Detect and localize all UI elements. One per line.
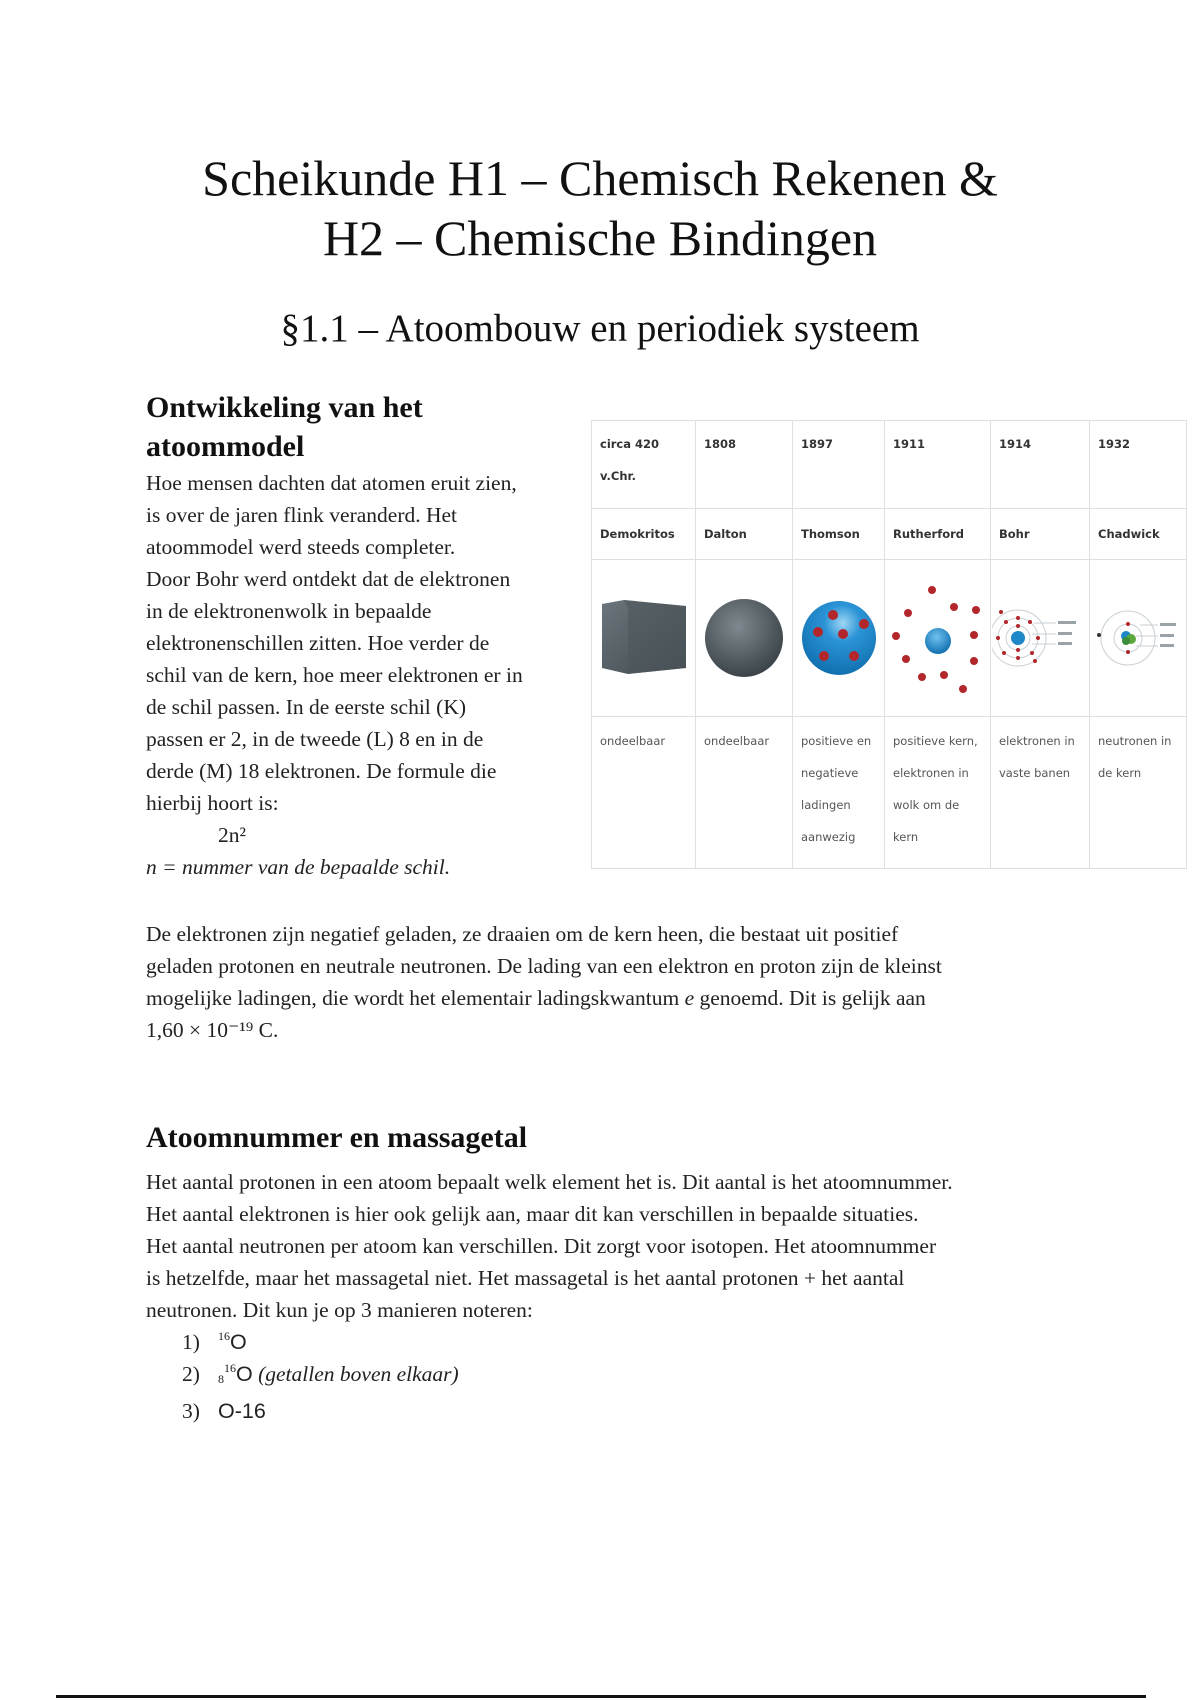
scientist-cell: Dalton [696,509,793,560]
list-number: 3) [182,1399,200,1423]
model-cell [696,560,793,717]
text-line: 1,60 × 10⁻¹⁹ C. [146,1018,279,1042]
table-row-models [592,560,1187,717]
year-text: 1911 [893,437,926,451]
atoomnummer-paragraph [146,1166,1076,1326]
text-span: mogelijke ladingen, die wordt het elementair ladingskwantum [146,986,685,1010]
description-line: aanwezig [801,830,856,844]
year-text: 1897 [801,437,834,451]
description-line: positieve kern, [893,734,978,748]
description-line: ladingen [801,798,851,812]
bohr-shells-icon [992,603,1088,673]
year-cell [793,421,885,509]
text-line: derde (M) 18 elektronen. De formule die [146,759,497,783]
model-cell [991,560,1090,717]
model-cell [793,560,885,717]
heading-line-1: Ontwikkeling van het [146,391,423,424]
description-line: ondeelbaar [704,734,770,748]
scientist-cell: Thomson [793,509,885,560]
title-line-2: H2 – Chemische Bindingen [322,210,878,266]
model-cell [592,560,696,717]
description-cell [885,717,991,869]
list-item [182,1326,459,1358]
description-line: ondeelbaar [600,734,666,748]
charge-paragraph [146,918,1076,1046]
element-symbol: O [236,1362,253,1386]
description-line: neutronen in [1098,734,1172,748]
plum-pudding-icon [800,599,878,677]
scientist-cell: Bohr [991,509,1090,560]
title-line-1: Scheikunde H1 – Chemisch Rekenen & [202,150,998,206]
text-line: schil van de kern, hoe meer elektronen er in [146,663,523,687]
text-line: hierbij hoort is: [146,791,279,815]
year-text: 1914 [999,437,1032,451]
description-line: negatieve [801,766,859,780]
text-line: Het aantal protonen in een atoom bepaalt welk element het is. Dit aantal is het atoomnummer. [146,1170,953,1194]
description-cell [1090,717,1187,869]
year-cell [696,421,793,509]
text-line: geladen protonen en neutrale neutronen. De lading van een elektron en proton zijn de kleinst [146,954,942,978]
text-line: Hoe mensen dachten dat atomen eruit zien, [146,471,517,495]
text-line: neutronen. Dit kun je op 3 manieren noteren: [146,1298,533,1322]
text-line: is over de jaren flink veranderd. Het [146,503,458,527]
description-cell [592,717,696,869]
atoommodel-paragraph [146,467,576,883]
description-cell [793,717,885,869]
description-line: wolk om de [893,798,960,812]
notation-note: (getallen boven elkaar) [258,1362,459,1386]
element-symbol: O-16 [218,1399,266,1423]
description-line: vaste banen [999,766,1071,780]
year-cell [592,421,696,509]
notation-list [182,1326,459,1427]
model-cell [1090,560,1187,717]
section-atoommodel [146,388,576,883]
model-cell [885,560,991,717]
text-line: is hetzelfde, maar het massagetal niet. Het massagetal is het aantal protonen + het aantal [146,1266,905,1290]
description-cell [991,717,1090,869]
year-cell [1090,421,1187,509]
table-row-scientists [592,509,1187,560]
year-text: 1808 [704,437,737,451]
text-line: in de elektronenwolk in bepaalde [146,599,432,623]
text-line: atoommodel werd steeds completer. [146,535,456,559]
formula: 2n² [218,823,246,847]
description-line: de kern [1098,766,1142,780]
atomic-number: 8 [218,1372,224,1386]
text-line: passen er 2, in de tweede (L) 8 en in de [146,727,484,751]
year-text: 1932 [1098,437,1131,451]
list-number: 2) [182,1362,200,1386]
formula-note: n = nummer van de bepaalde schil. [146,855,451,879]
section-heading-atoomnummer: Atoomnummer en massagetal [146,1121,528,1154]
year-cell [991,421,1090,509]
atom-model-timeline-table [591,420,1187,869]
solid-sphere-icon [703,597,785,679]
text-line: Het aantal elektronen is hier ook gelijk aan, maar dit kan verschillen in bepaalde situaties. [146,1202,919,1226]
text-line [146,982,1076,1014]
year-cell [885,421,991,509]
text-line: de schil passen. In de eerste schil (K) [146,695,467,719]
section-heading [146,388,576,466]
nucleus-cloud-icon [890,583,986,693]
element-symbol: O [230,1330,247,1354]
list-item [182,1358,459,1395]
year-text-2: v.Chr. [600,469,636,483]
scientist-cell: Demokritos [592,509,696,560]
text-line: De elektronen zijn negatief geladen, ze draaien om de kern heen, die bestaat uit positief [146,922,899,946]
description-line: elektronen in [893,766,969,780]
text-line: Het aantal neutronen per atoom kan verschillen. Dit zorgt voor isotopen. Het atoomnummer [146,1234,937,1258]
description-line: kern [893,830,919,844]
cube-icon [598,598,690,678]
symbol-e: e [684,986,695,1010]
section-subtitle: §1.1 – Atoombouw en periodiek systeem [280,307,920,350]
list-item [182,1395,459,1427]
page-bottom-rule [56,1695,1146,1698]
description-line: positieve en [801,734,872,748]
text-line: Door Bohr werd ontdekt dat de elektronen [146,567,511,591]
neutron-nucleus-icon [1090,603,1186,673]
table-row-descriptions [592,717,1187,869]
document-title [0,148,1200,268]
text-line: elektronenschillen zitten. Hoe verder de [146,631,490,655]
scientist-cell: Chadwick [1090,509,1187,560]
mass-number: 16 [218,1329,230,1343]
text-span: genoemd. Dit is gelijk aan [694,986,926,1010]
year-text: circa 420 [600,437,660,451]
description-line: elektronen in [999,734,1075,748]
scientist-cell: Rutherford [885,509,991,560]
list-number: 1) [182,1330,200,1354]
description-cell [696,717,793,869]
mass-number: 16 [224,1361,236,1375]
table-row-years [592,421,1187,509]
heading-line-2: atoommodel [146,430,305,463]
